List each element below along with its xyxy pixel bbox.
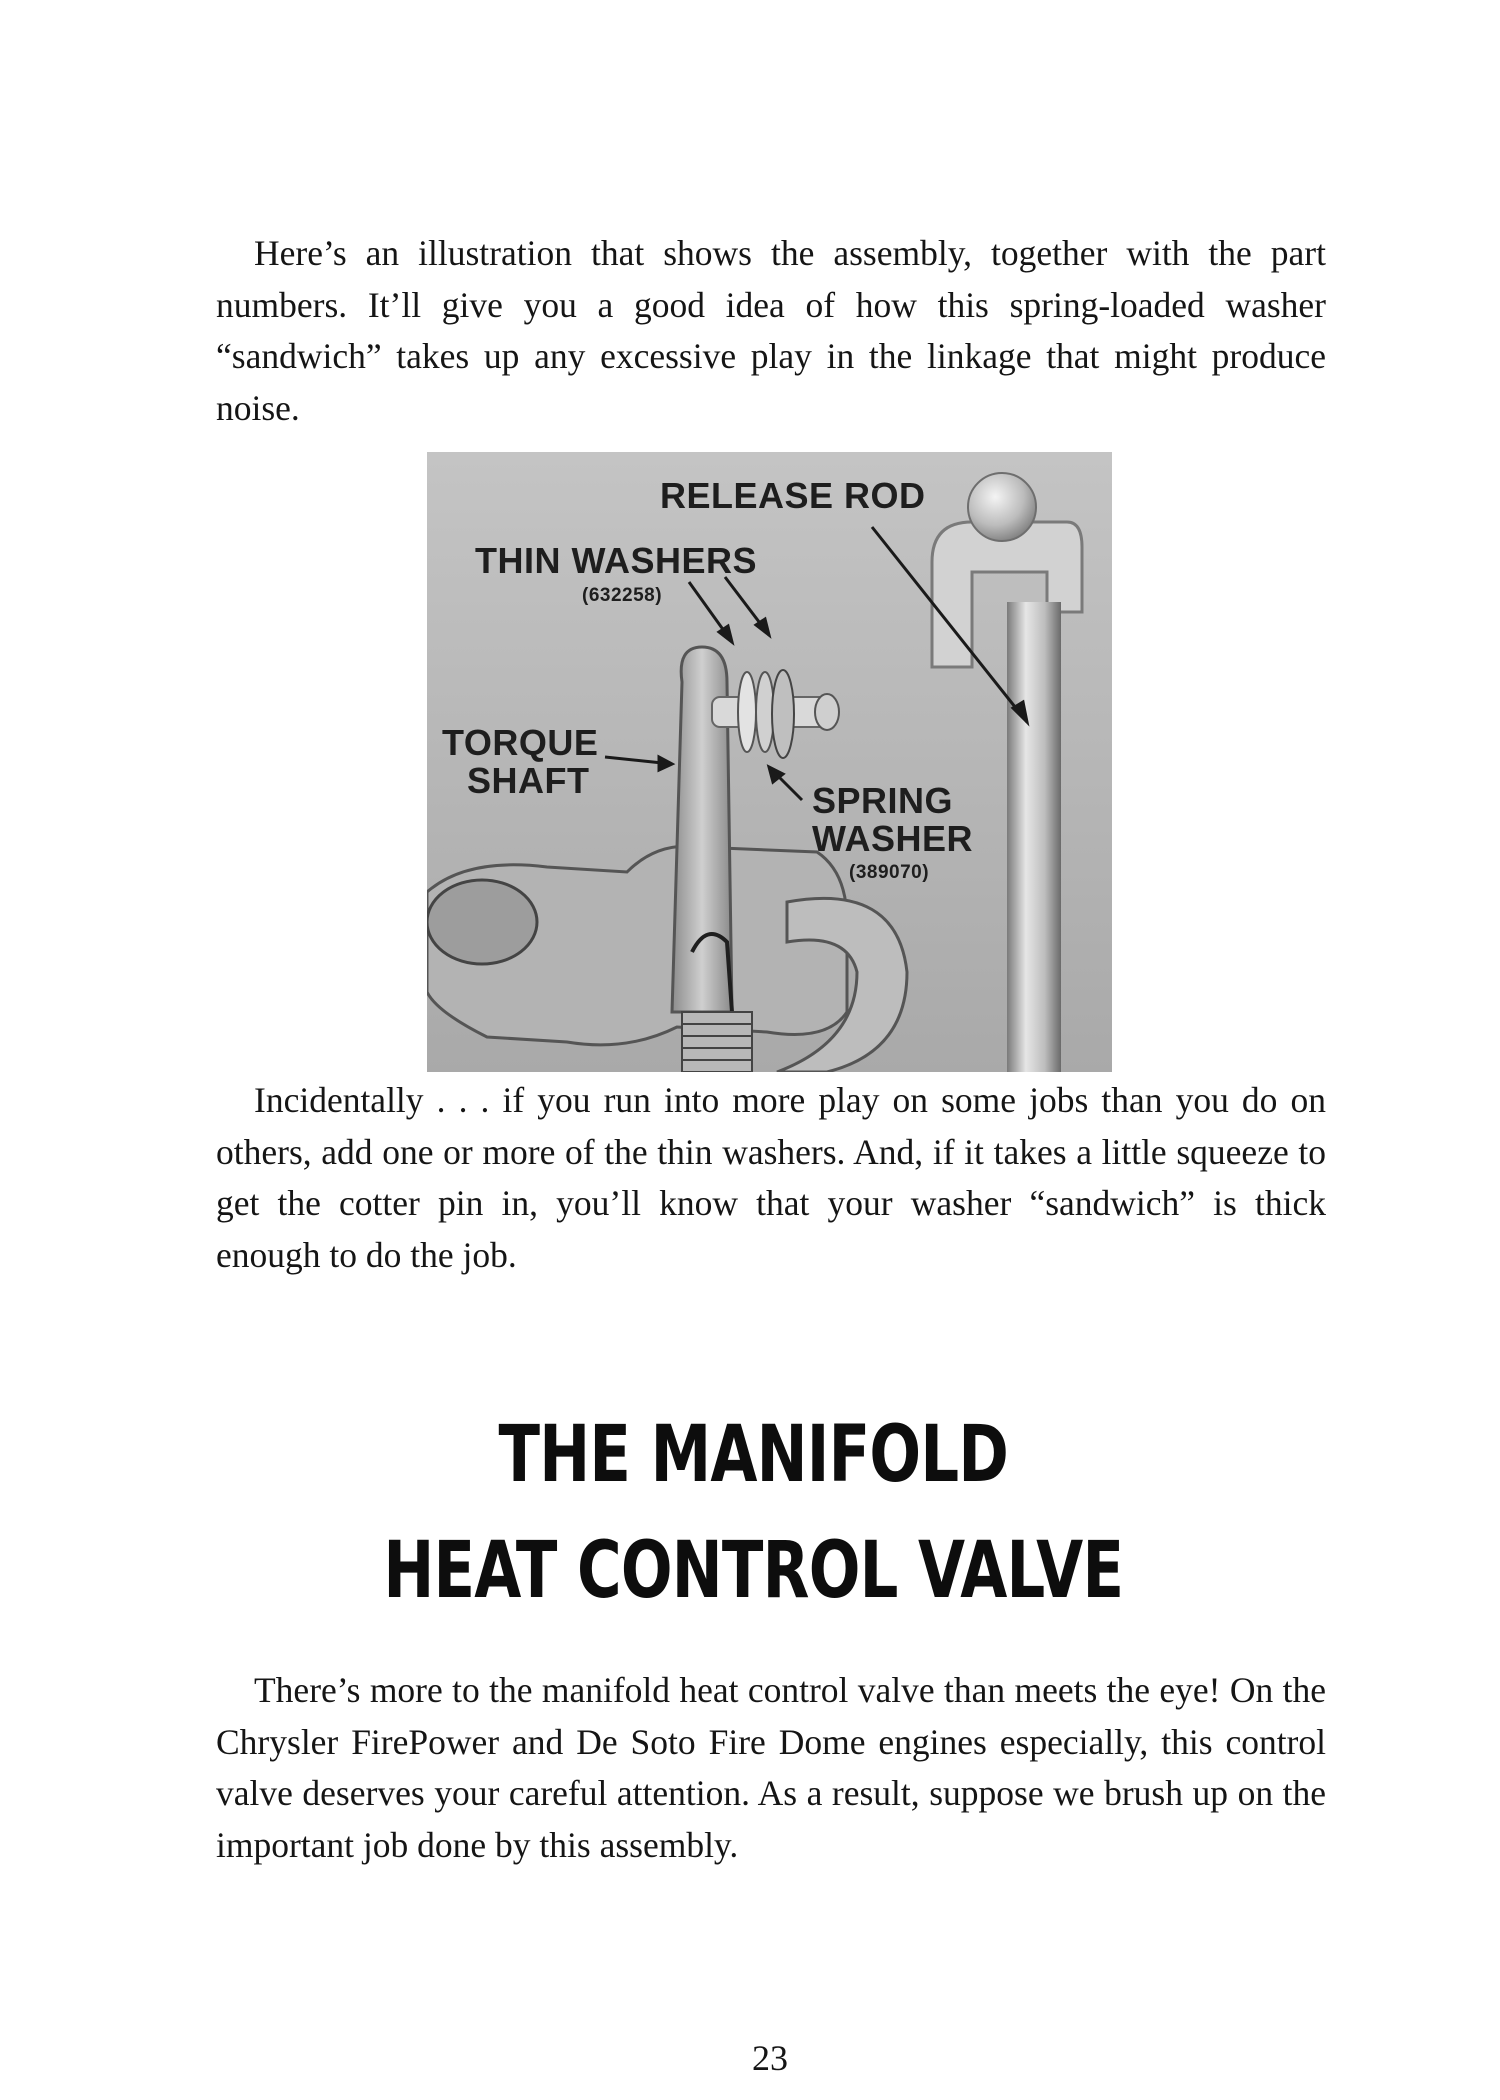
spring-washer xyxy=(772,670,794,758)
page-number: 23 xyxy=(752,2038,788,2078)
thin-washers-part-number: (632258) xyxy=(582,585,663,606)
section-heading-line2: HEAT CONTROL VALVE xyxy=(383,1526,1124,1616)
intro-paragraph: Here’s an illustration that shows the assembly, together with the part numbers. It’ll give you a good idea of how this spring-loaded washer “sandwich” takes up any excessive play in the linkage that might produce noise. xyxy=(216,233,1326,428)
torque-shaft-label-line2: SHAFT xyxy=(467,760,590,801)
spring-washer-part-number: (389070) xyxy=(849,862,930,883)
linkage-assembly-illustration xyxy=(427,452,1112,1072)
spring-washer-label-line2: WASHER xyxy=(812,818,974,859)
incidentally-paragraph: Incidentally . . . if you run into more play on some jobs than you do on others, add one or more of the thin washers. And, if it takes a little squeeze to get the cotter pin in, you’ll know that your washer “sandwich” is thick enough to do the job. xyxy=(216,1080,1326,1275)
section-heading-line1: THE MANIFOLD xyxy=(498,1410,1009,1500)
thin-washers-label: THIN WASHERS xyxy=(475,540,758,581)
manifold-paragraph: There’s more to the manifold heat control valve than meets the eye! On the Chrysler FirePower and De Soto Fire Dome engines especially, this control valve deserves your careful attention. As a result, suppose we brush up on the important job done by this assembly. xyxy=(216,1670,1326,1865)
thin-washer-1 xyxy=(738,672,756,752)
casting-end xyxy=(427,880,537,964)
spring-washer-label-line1: SPRING xyxy=(812,780,954,821)
rod-ball xyxy=(968,473,1036,541)
torque-shaft-label-line1: TORQUE xyxy=(442,722,599,763)
release-rod xyxy=(1007,602,1061,1072)
threaded-boss xyxy=(682,1012,752,1072)
release-rod-label: RELEASE ROD xyxy=(660,475,926,516)
pin-end xyxy=(815,694,839,730)
